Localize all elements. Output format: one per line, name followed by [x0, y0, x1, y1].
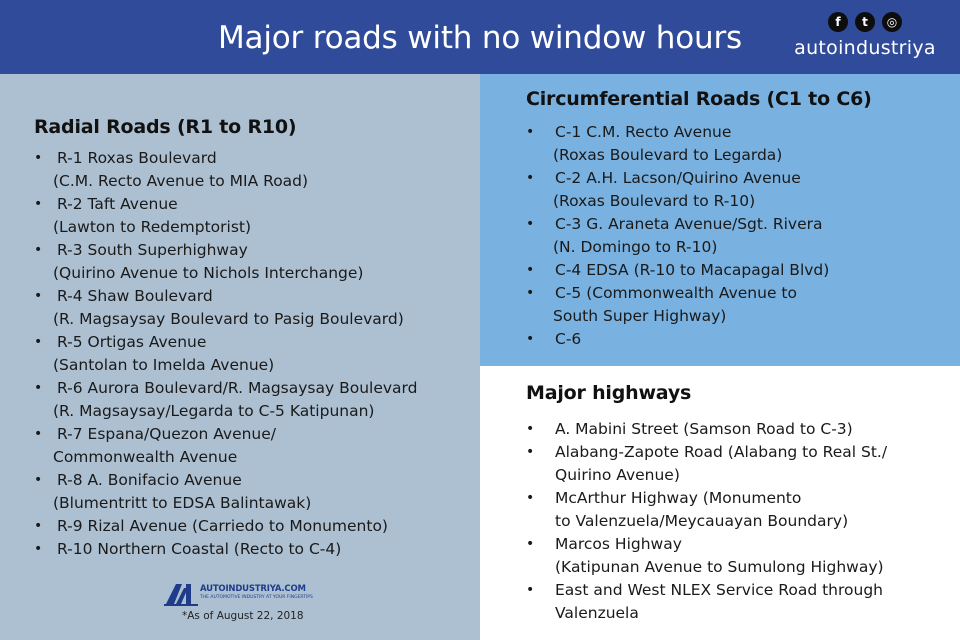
- road-name: C-1 C.M. Recto Avenue: [555, 123, 732, 141]
- bullet-icon: •: [526, 216, 535, 232]
- road-name: R-7 Espana/Quezon Avenue/: [57, 425, 277, 443]
- road-name: McArthur Highway (Monumento: [555, 489, 802, 507]
- bullet-icon: •: [34, 541, 43, 557]
- bullet-icon: •: [34, 334, 43, 350]
- road-segment: (Roxas Boulevard to Legarda): [553, 146, 783, 164]
- road-name: R-3 South Superhighway: [57, 241, 248, 259]
- road-list-item: [526, 121, 829, 167]
- road-name: R-2 Taft Avenue: [57, 195, 178, 213]
- road-name: R-10 Northern Coastal (Recto to C-4): [57, 540, 342, 558]
- road-list-item: [34, 285, 417, 331]
- major-highways-list: [526, 418, 887, 625]
- road-list-item: [526, 487, 887, 533]
- road-list-item: [526, 167, 829, 213]
- road-segment: (R. Magsaysay/Legarda to C-5 Katipunan): [53, 402, 375, 420]
- circumferential-roads-list: [526, 121, 829, 351]
- road-segment: Commonwealth Avenue: [53, 448, 238, 466]
- circumferential-roads-panel: [480, 74, 960, 366]
- bullet-icon: •: [34, 242, 43, 258]
- major-highways-title: Major highways: [526, 382, 692, 404]
- road-list-item: [526, 441, 887, 487]
- road-segment: South Super Highway): [553, 307, 727, 325]
- road-segment: (Lawton to Redemptorist): [53, 218, 252, 236]
- bullet-icon: •: [526, 421, 535, 437]
- bullet-icon: •: [526, 444, 535, 460]
- road-list-item: [34, 469, 417, 515]
- logo-text: AUTOINDUSTRIYA.COM: [200, 584, 306, 594]
- road-segment: (Blumentritt to EDSA Balintawak): [53, 494, 312, 512]
- radial-roads-title: Radial Roads (R1 to R10): [34, 116, 297, 138]
- road-name: R-6 Aurora Boulevard/R. Magsaysay Boulevard: [57, 379, 418, 397]
- bullet-icon: •: [526, 331, 535, 347]
- bullet-icon: •: [34, 150, 43, 166]
- page-title: Major roads with no window hours: [218, 20, 742, 56]
- road-name: C-2 A.H. Lacson/Quirino Avenue: [555, 169, 801, 187]
- twitter-icon[interactable]: t: [855, 12, 875, 32]
- bullet-icon: •: [34, 196, 43, 212]
- road-name: A. Mabini Street (Samson Road to C-3): [555, 420, 853, 438]
- road-list-item: [526, 213, 829, 259]
- header-bar: [0, 0, 960, 74]
- social-icons: [790, 12, 940, 32]
- road-segment: Quirino Avenue): [555, 466, 680, 484]
- road-list-item: [526, 533, 887, 579]
- radial-roads-list: [34, 147, 417, 561]
- road-name: R-1 Roxas Boulevard: [57, 149, 217, 167]
- road-list-item: [34, 377, 417, 423]
- bullet-icon: •: [526, 536, 535, 552]
- road-name: R-5 Ortigas Avenue: [57, 333, 207, 351]
- road-segment: (Santolan to Imelda Avenue): [53, 356, 275, 374]
- road-segment: Valenzuela: [555, 604, 639, 622]
- road-list-item: [34, 147, 417, 193]
- road-segment: (Katipunan Avenue to Sumulong Highway): [555, 558, 884, 576]
- major-highways-panel: [480, 366, 960, 640]
- road-name: R-8 A. Bonifacio Avenue: [57, 471, 242, 489]
- road-name: C-5 (Commonwealth Avenue to: [555, 284, 797, 302]
- bullet-icon: •: [526, 170, 535, 186]
- road-name: Marcos Highway: [555, 535, 682, 553]
- facebook-icon[interactable]: f: [828, 12, 848, 32]
- road-name: R-4 Shaw Boulevard: [57, 287, 213, 305]
- road-list-item: [34, 515, 417, 538]
- bullet-icon: •: [526, 262, 535, 278]
- road-name: R-9 Rizal Avenue (Carriedo to Monumento): [57, 517, 388, 535]
- road-segment: (R. Magsaysay Boulevard to Pasig Boulevard): [53, 310, 404, 328]
- road-name: C-3 G. Araneta Avenue/Sgt. Rivera: [555, 215, 823, 233]
- road-list-item: [526, 282, 829, 328]
- road-segment: (N. Domingo to R-10): [553, 238, 718, 256]
- road-list-item: [526, 328, 829, 351]
- bullet-icon: •: [34, 288, 43, 304]
- bullet-icon: •: [34, 472, 43, 488]
- road-name: C-4 EDSA (R-10 to Macapagal Blvd): [555, 261, 830, 279]
- road-segment: (Roxas Boulevard to R-10): [553, 192, 756, 210]
- bullet-icon: •: [526, 124, 535, 140]
- road-list-item: [34, 239, 417, 285]
- bullet-icon: •: [34, 426, 43, 442]
- road-segment: (C.M. Recto Avenue to MIA Road): [53, 172, 309, 190]
- instagram-icon[interactable]: ◎: [882, 12, 902, 32]
- road-list-item: [34, 331, 417, 377]
- road-name: C-6: [555, 330, 582, 348]
- road-list-item: [34, 423, 417, 469]
- circumferential-roads-title: Circumferential Roads (C1 to C6): [526, 88, 872, 110]
- road-list-item: [34, 538, 417, 561]
- road-list-item: [34, 193, 417, 239]
- bullet-icon: •: [526, 285, 535, 301]
- road-list-item: [526, 259, 829, 282]
- bullet-icon: •: [34, 518, 43, 534]
- road-segment: (Quirino Avenue to Nichols Interchange): [53, 264, 364, 282]
- road-list-item: [526, 579, 887, 625]
- bullet-icon: •: [526, 490, 535, 506]
- logo-tagline: THE AUTOMOTIVE INDUSTRY AT YOUR FINGERTIPS: [200, 595, 313, 600]
- autoindustriya-logo: [164, 580, 314, 610]
- bullet-icon: •: [34, 380, 43, 396]
- date-note: *As of August 22, 2018: [182, 610, 304, 622]
- brand-block: [790, 12, 940, 59]
- bullet-icon: •: [526, 582, 535, 598]
- road-list-item: [526, 418, 887, 441]
- logo-mark-icon: [164, 582, 198, 606]
- road-name: Alabang-Zapote Road (Alabang to Real St./: [555, 443, 888, 461]
- road-segment: to Valenzuela/Meycauayan Boundary): [555, 512, 849, 530]
- radial-roads-panel: [0, 74, 480, 640]
- brand-name: autoindustriya: [794, 37, 936, 59]
- road-name: East and West NLEX Service Road through: [555, 581, 883, 599]
